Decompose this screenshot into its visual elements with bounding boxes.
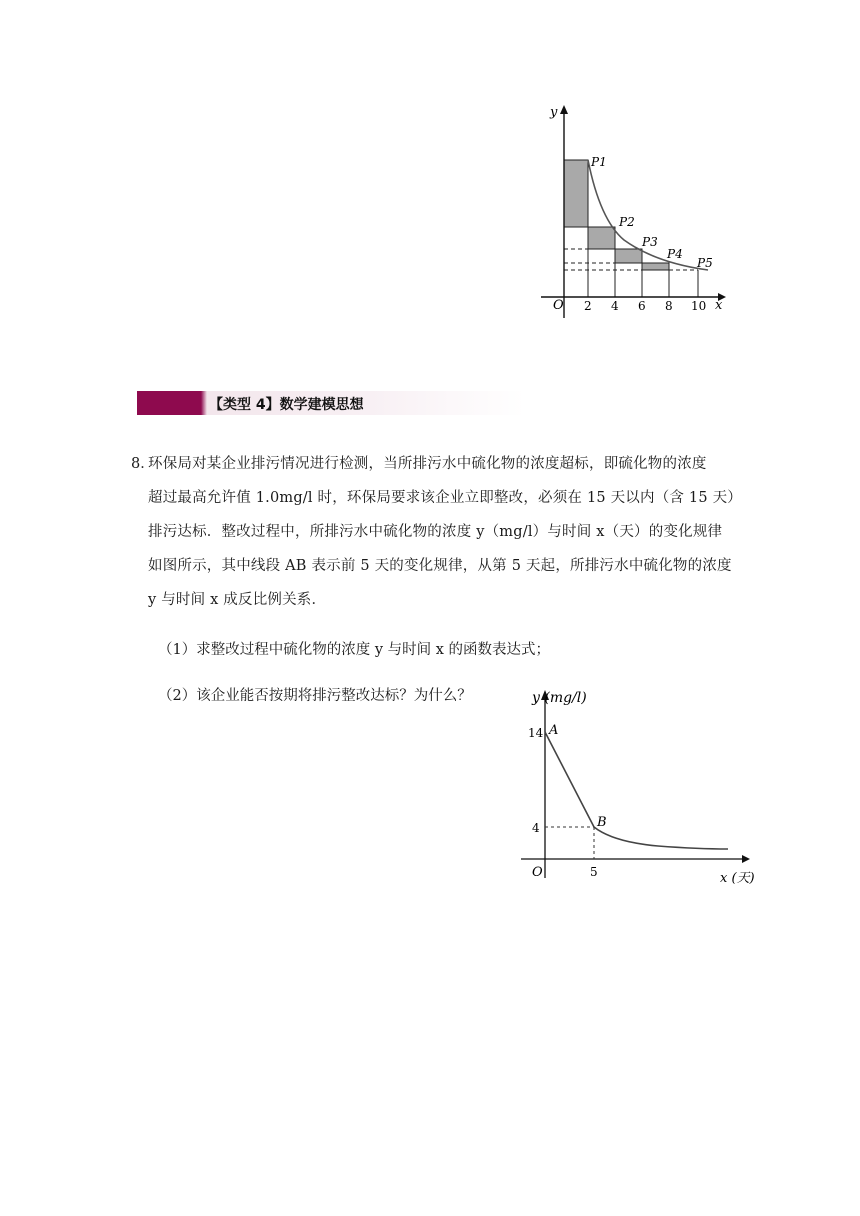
hyperbola-curve [588, 160, 708, 270]
x-axis-label: x [715, 298, 723, 313]
question-line-1: 环保局对某企业排污情况进行检测，当所排污水中硫化物的浓度超标，即硫化物的浓度 [148, 456, 707, 472]
x-axis-label: x (天) [720, 871, 755, 886]
question-line-4: 如图所示，其中线段 AB 表示前 5 天的变化规律，从第 5 天起，所排污水中硫化物的浓度 [148, 558, 732, 574]
shaded-rect-2 [588, 227, 615, 249]
question-number: 8． [131, 456, 155, 472]
point-p1: P1 [591, 155, 607, 169]
shaded-rect-3 [615, 249, 642, 263]
y-tick-4: 4 [532, 821, 540, 835]
x-tick-6: 6 [638, 299, 646, 313]
point-a: A [549, 723, 559, 738]
shaded-rect-1 [564, 160, 588, 227]
y-axis-label: y [550, 105, 558, 120]
x-axis-arrow [742, 855, 750, 863]
point-p4: P4 [667, 247, 683, 261]
point-b: B [597, 815, 607, 830]
x-tick-8: 8 [665, 299, 673, 313]
question-line-3: 排污达标．整改过程中，所排污水中硫化物的浓度 y（mg/l）与时间 x（天）的变化规律 [148, 524, 723, 540]
white-rect-3 [615, 263, 642, 297]
point-p2: P2 [619, 215, 635, 229]
section-banner [137, 391, 525, 415]
question-part-2: （2）该企业能否按期将排污整改达标？为什么？ [158, 688, 472, 704]
white-rect-1 [564, 227, 588, 297]
point-p5: P5 [697, 256, 713, 270]
x-tick-2: 2 [584, 299, 592, 313]
shaded-rect-4 [642, 263, 669, 270]
inverse-curve [594, 827, 728, 849]
x-tick-5: 5 [590, 865, 598, 879]
white-rect-2 [588, 249, 615, 297]
y-axis-arrow [560, 105, 568, 114]
question-line-2: 超过最高允许值 1.0mg/l 时，环保局要求该企业立即整改，必须在 15 天以内（含 15 天） [148, 490, 742, 506]
origin-label: O [553, 298, 564, 313]
segment-ab [545, 732, 594, 827]
x-tick-4: 4 [611, 299, 619, 313]
y-axis-label: y (mg/l) [532, 690, 587, 706]
white-rect-4 [642, 270, 669, 297]
figure-concentration-graph [518, 684, 766, 890]
x-tick-10: 10 [691, 299, 707, 313]
question-line-5: y 与时间 x 成反比例关系． [148, 592, 327, 608]
figure-hyperbola-rectangles [536, 100, 736, 318]
y-tick-14: 14 [528, 726, 544, 740]
question-part-1: （1）求整改过程中硫化物的浓度 y 与时间 x 的函数表达式； [158, 642, 551, 658]
banner-title: 【类型 4】数学建模思想 [209, 397, 364, 413]
origin-label: O [532, 865, 543, 880]
point-p3: P3 [642, 235, 658, 249]
